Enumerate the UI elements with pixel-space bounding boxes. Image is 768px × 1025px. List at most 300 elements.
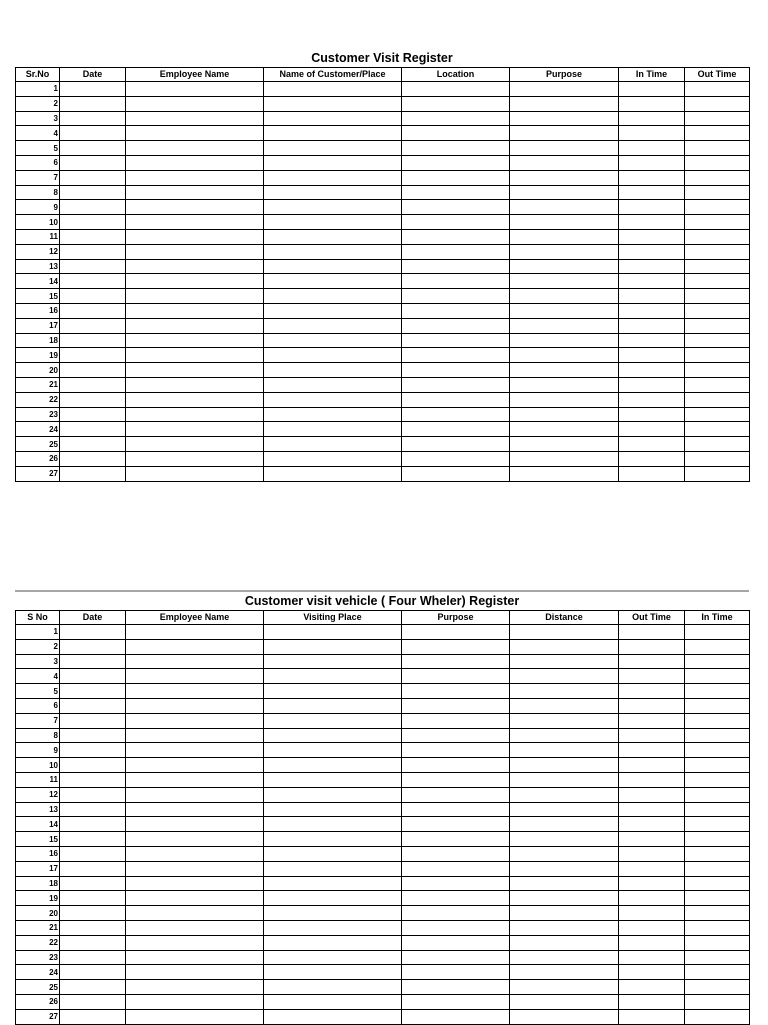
empty-cell bbox=[264, 861, 402, 876]
empty-cell bbox=[264, 451, 402, 466]
row-number: 6 bbox=[16, 698, 60, 713]
col-header-sr-no: Sr.No bbox=[16, 68, 60, 82]
col-header-out-time: Out Time bbox=[685, 68, 750, 82]
empty-cell bbox=[510, 876, 619, 891]
empty-cell bbox=[619, 1009, 685, 1024]
empty-cell bbox=[126, 669, 264, 684]
empty-cell bbox=[126, 698, 264, 713]
col-header-employee-name: Employee Name bbox=[126, 68, 264, 82]
empty-cell bbox=[685, 422, 750, 437]
empty-cell bbox=[402, 787, 510, 802]
empty-cell bbox=[619, 200, 685, 215]
empty-cell bbox=[60, 832, 126, 847]
empty-cell bbox=[264, 141, 402, 156]
empty-cell bbox=[685, 802, 750, 817]
empty-cell bbox=[126, 200, 264, 215]
empty-cell bbox=[60, 289, 126, 304]
empty-cell bbox=[619, 728, 685, 743]
row-number: 26 bbox=[16, 994, 60, 1009]
empty-cell bbox=[619, 185, 685, 200]
table-row bbox=[16, 832, 750, 847]
empty-cell bbox=[402, 155, 510, 170]
empty-cell bbox=[126, 861, 264, 876]
empty-cell bbox=[685, 170, 750, 185]
empty-cell bbox=[126, 215, 264, 230]
empty-cell bbox=[126, 466, 264, 481]
empty-cell bbox=[264, 185, 402, 200]
empty-cell bbox=[60, 935, 126, 950]
empty-cell bbox=[510, 200, 619, 215]
empty-cell bbox=[264, 920, 402, 935]
empty-cell bbox=[510, 965, 619, 980]
empty-cell bbox=[402, 950, 510, 965]
row-number: 3 bbox=[16, 654, 60, 669]
empty-cell bbox=[685, 259, 750, 274]
empty-cell bbox=[264, 466, 402, 481]
empty-cell bbox=[510, 407, 619, 422]
empty-cell bbox=[685, 861, 750, 876]
empty-cell bbox=[264, 348, 402, 363]
empty-cell bbox=[60, 817, 126, 832]
row-number: 27 bbox=[16, 466, 60, 481]
empty-cell bbox=[264, 787, 402, 802]
empty-cell bbox=[685, 229, 750, 244]
empty-cell bbox=[619, 363, 685, 378]
empty-cell bbox=[60, 437, 126, 452]
empty-cell bbox=[510, 625, 619, 640]
empty-cell bbox=[619, 215, 685, 230]
empty-cell bbox=[619, 170, 685, 185]
empty-cell bbox=[619, 289, 685, 304]
table-row bbox=[16, 713, 750, 728]
empty-cell bbox=[510, 303, 619, 318]
empty-cell bbox=[60, 906, 126, 921]
empty-cell bbox=[402, 451, 510, 466]
empty-cell bbox=[60, 698, 126, 713]
empty-cell bbox=[685, 994, 750, 1009]
empty-cell bbox=[264, 817, 402, 832]
empty-cell bbox=[126, 333, 264, 348]
empty-cell bbox=[510, 654, 619, 669]
empty-cell bbox=[126, 935, 264, 950]
empty-cell bbox=[264, 891, 402, 906]
empty-cell bbox=[126, 82, 264, 97]
row-number: 19 bbox=[16, 348, 60, 363]
col-header-date: Date bbox=[60, 68, 126, 82]
empty-cell bbox=[685, 965, 750, 980]
empty-cell bbox=[126, 728, 264, 743]
empty-cell bbox=[264, 82, 402, 97]
empty-cell bbox=[619, 876, 685, 891]
empty-cell bbox=[510, 980, 619, 995]
table-row bbox=[16, 787, 750, 802]
empty-cell bbox=[264, 832, 402, 847]
empty-cell bbox=[60, 861, 126, 876]
empty-cell bbox=[60, 950, 126, 965]
empty-cell bbox=[619, 274, 685, 289]
empty-cell bbox=[402, 669, 510, 684]
table-row bbox=[16, 377, 750, 392]
row-number: 6 bbox=[16, 155, 60, 170]
empty-cell bbox=[60, 654, 126, 669]
row-number: 9 bbox=[16, 200, 60, 215]
row-number: 14 bbox=[16, 274, 60, 289]
empty-cell bbox=[60, 994, 126, 1009]
table-row bbox=[16, 802, 750, 817]
row-number: 25 bbox=[16, 980, 60, 995]
empty-cell bbox=[619, 906, 685, 921]
empty-cell bbox=[126, 407, 264, 422]
row-number: 20 bbox=[16, 363, 60, 378]
row-number: 3 bbox=[16, 111, 60, 126]
empty-cell bbox=[264, 625, 402, 640]
empty-cell bbox=[685, 437, 750, 452]
empty-cell bbox=[126, 876, 264, 891]
table-row bbox=[16, 141, 750, 156]
row-number: 23 bbox=[16, 950, 60, 965]
empty-cell bbox=[510, 920, 619, 935]
empty-cell bbox=[685, 684, 750, 699]
empty-cell bbox=[60, 200, 126, 215]
empty-cell bbox=[685, 698, 750, 713]
empty-cell bbox=[510, 935, 619, 950]
table-row bbox=[16, 303, 750, 318]
row-number: 5 bbox=[16, 684, 60, 699]
empty-cell bbox=[126, 994, 264, 1009]
empty-cell bbox=[685, 846, 750, 861]
empty-cell bbox=[685, 906, 750, 921]
empty-cell bbox=[126, 758, 264, 773]
empty-cell bbox=[264, 244, 402, 259]
table-row bbox=[16, 669, 750, 684]
empty-cell bbox=[60, 363, 126, 378]
empty-cell bbox=[402, 817, 510, 832]
empty-cell bbox=[619, 229, 685, 244]
empty-cell bbox=[402, 1009, 510, 1024]
empty-cell bbox=[402, 259, 510, 274]
empty-cell bbox=[619, 333, 685, 348]
empty-cell bbox=[619, 802, 685, 817]
empty-cell bbox=[510, 318, 619, 333]
empty-cell bbox=[402, 244, 510, 259]
table-row bbox=[16, 950, 750, 965]
empty-cell bbox=[619, 141, 685, 156]
empty-cell bbox=[60, 787, 126, 802]
row-number: 16 bbox=[16, 846, 60, 861]
empty-cell bbox=[510, 170, 619, 185]
empty-cell bbox=[619, 259, 685, 274]
empty-cell bbox=[510, 669, 619, 684]
empty-cell bbox=[510, 82, 619, 97]
empty-cell bbox=[126, 891, 264, 906]
empty-cell bbox=[510, 846, 619, 861]
empty-cell bbox=[126, 392, 264, 407]
empty-cell bbox=[510, 906, 619, 921]
row-number: 5 bbox=[16, 141, 60, 156]
empty-cell bbox=[264, 639, 402, 654]
table-row bbox=[16, 111, 750, 126]
empty-cell bbox=[60, 215, 126, 230]
table-row bbox=[16, 654, 750, 669]
empty-cell bbox=[619, 407, 685, 422]
empty-cell bbox=[60, 244, 126, 259]
empty-cell bbox=[402, 289, 510, 304]
empty-cell bbox=[619, 832, 685, 847]
table-row bbox=[16, 229, 750, 244]
empty-cell bbox=[510, 392, 619, 407]
table-row bbox=[16, 348, 750, 363]
empty-cell bbox=[60, 229, 126, 244]
row-number: 18 bbox=[16, 876, 60, 891]
table-row bbox=[16, 906, 750, 921]
empty-cell bbox=[126, 318, 264, 333]
table-row bbox=[16, 155, 750, 170]
table-row bbox=[16, 82, 750, 97]
empty-cell bbox=[264, 111, 402, 126]
empty-cell bbox=[402, 906, 510, 921]
table-row bbox=[16, 743, 750, 758]
table-row bbox=[16, 920, 750, 935]
table-row bbox=[16, 422, 750, 437]
empty-cell bbox=[60, 891, 126, 906]
row-number: 25 bbox=[16, 437, 60, 452]
empty-cell bbox=[60, 713, 126, 728]
empty-cell bbox=[619, 422, 685, 437]
empty-cell bbox=[685, 950, 750, 965]
empty-cell bbox=[402, 126, 510, 141]
empty-cell bbox=[60, 126, 126, 141]
empty-cell bbox=[264, 333, 402, 348]
table-row bbox=[16, 274, 750, 289]
empty-cell bbox=[126, 229, 264, 244]
empty-cell bbox=[619, 377, 685, 392]
row-number: 13 bbox=[16, 259, 60, 274]
empty-cell bbox=[402, 200, 510, 215]
empty-cell bbox=[126, 185, 264, 200]
empty-cell bbox=[685, 920, 750, 935]
row-number: 12 bbox=[16, 787, 60, 802]
empty-cell bbox=[126, 155, 264, 170]
empty-cell bbox=[510, 215, 619, 230]
empty-cell bbox=[510, 713, 619, 728]
table-row bbox=[16, 817, 750, 832]
empty-cell bbox=[60, 185, 126, 200]
row-number: 11 bbox=[16, 229, 60, 244]
empty-cell bbox=[685, 96, 750, 111]
empty-cell bbox=[685, 772, 750, 787]
row-number: 10 bbox=[16, 758, 60, 773]
empty-cell bbox=[619, 950, 685, 965]
empty-cell bbox=[685, 126, 750, 141]
empty-cell bbox=[510, 698, 619, 713]
empty-cell bbox=[685, 392, 750, 407]
empty-cell bbox=[402, 802, 510, 817]
empty-cell bbox=[685, 728, 750, 743]
empty-cell bbox=[126, 377, 264, 392]
empty-cell bbox=[126, 141, 264, 156]
empty-cell bbox=[60, 82, 126, 97]
empty-cell bbox=[60, 625, 126, 640]
row-number: 24 bbox=[16, 422, 60, 437]
empty-cell bbox=[264, 274, 402, 289]
empty-cell bbox=[60, 422, 126, 437]
empty-cell bbox=[264, 422, 402, 437]
empty-cell bbox=[264, 155, 402, 170]
empty-cell bbox=[60, 348, 126, 363]
empty-cell bbox=[126, 832, 264, 847]
empty-cell bbox=[619, 392, 685, 407]
empty-cell bbox=[685, 980, 750, 995]
empty-cell bbox=[402, 392, 510, 407]
empty-cell bbox=[685, 832, 750, 847]
empty-cell bbox=[60, 303, 126, 318]
empty-cell bbox=[402, 111, 510, 126]
empty-cell bbox=[619, 111, 685, 126]
header-row bbox=[16, 611, 750, 625]
empty-cell bbox=[685, 274, 750, 289]
empty-cell bbox=[402, 185, 510, 200]
empty-cell bbox=[619, 772, 685, 787]
row-number: 15 bbox=[16, 832, 60, 847]
empty-cell bbox=[510, 422, 619, 437]
empty-cell bbox=[619, 935, 685, 950]
row-number: 10 bbox=[16, 215, 60, 230]
empty-cell bbox=[619, 994, 685, 1009]
empty-cell bbox=[619, 303, 685, 318]
table-row bbox=[16, 698, 750, 713]
empty-cell bbox=[264, 215, 402, 230]
empty-cell bbox=[264, 318, 402, 333]
empty-cell bbox=[510, 363, 619, 378]
empty-cell bbox=[685, 155, 750, 170]
row-number: 14 bbox=[16, 817, 60, 832]
empty-cell bbox=[510, 274, 619, 289]
empty-cell bbox=[619, 244, 685, 259]
empty-cell bbox=[510, 772, 619, 787]
table-row bbox=[16, 728, 750, 743]
empty-cell bbox=[402, 965, 510, 980]
empty-cell bbox=[402, 935, 510, 950]
row-number: 18 bbox=[16, 333, 60, 348]
empty-cell bbox=[619, 96, 685, 111]
table-row bbox=[16, 466, 750, 481]
empty-cell bbox=[126, 802, 264, 817]
empty-cell bbox=[619, 787, 685, 802]
empty-cell bbox=[685, 303, 750, 318]
empty-cell bbox=[126, 1009, 264, 1024]
empty-cell bbox=[402, 861, 510, 876]
table-row bbox=[16, 96, 750, 111]
empty-cell bbox=[264, 758, 402, 773]
empty-cell bbox=[60, 772, 126, 787]
empty-cell bbox=[402, 772, 510, 787]
empty-cell bbox=[402, 713, 510, 728]
row-number: 15 bbox=[16, 289, 60, 304]
table-row bbox=[16, 215, 750, 230]
empty-cell bbox=[619, 82, 685, 97]
empty-cell bbox=[510, 758, 619, 773]
table-row bbox=[16, 259, 750, 274]
table-row bbox=[16, 684, 750, 699]
empty-cell bbox=[402, 82, 510, 97]
empty-cell bbox=[264, 906, 402, 921]
row-number: 26 bbox=[16, 451, 60, 466]
empty-cell bbox=[60, 96, 126, 111]
empty-cell bbox=[510, 289, 619, 304]
empty-cell bbox=[402, 654, 510, 669]
empty-cell bbox=[619, 713, 685, 728]
table-row bbox=[16, 994, 750, 1009]
empty-cell bbox=[60, 876, 126, 891]
empty-cell bbox=[126, 654, 264, 669]
empty-cell bbox=[126, 348, 264, 363]
empty-cell bbox=[402, 728, 510, 743]
empty-cell bbox=[402, 846, 510, 861]
row-number: 2 bbox=[16, 639, 60, 654]
empty-cell bbox=[60, 920, 126, 935]
empty-cell bbox=[402, 437, 510, 452]
row-number: 27 bbox=[16, 1009, 60, 1024]
row-number: 7 bbox=[16, 713, 60, 728]
col-header-out-time: Out Time bbox=[619, 611, 685, 625]
empty-cell bbox=[126, 906, 264, 921]
row-number: 19 bbox=[16, 891, 60, 906]
empty-cell bbox=[264, 772, 402, 787]
empty-cell bbox=[264, 698, 402, 713]
empty-cell bbox=[264, 743, 402, 758]
col-header-employee-name: Employee Name bbox=[126, 611, 264, 625]
empty-cell bbox=[510, 861, 619, 876]
empty-cell bbox=[264, 965, 402, 980]
empty-cell bbox=[510, 348, 619, 363]
empty-cell bbox=[264, 392, 402, 407]
empty-cell bbox=[402, 348, 510, 363]
empty-cell bbox=[685, 669, 750, 684]
empty-cell bbox=[510, 259, 619, 274]
table-row bbox=[16, 333, 750, 348]
empty-cell bbox=[264, 229, 402, 244]
empty-cell bbox=[126, 126, 264, 141]
row-number: 21 bbox=[16, 377, 60, 392]
table-row bbox=[16, 318, 750, 333]
empty-cell bbox=[685, 891, 750, 906]
empty-cell bbox=[60, 259, 126, 274]
empty-cell bbox=[685, 141, 750, 156]
empty-cell bbox=[264, 303, 402, 318]
empty-cell bbox=[402, 466, 510, 481]
empty-cell bbox=[402, 229, 510, 244]
empty-cell bbox=[510, 832, 619, 847]
empty-cell bbox=[685, 215, 750, 230]
vehicle-visit-register bbox=[15, 593, 749, 1025]
empty-cell bbox=[264, 728, 402, 743]
empty-cell bbox=[510, 817, 619, 832]
empty-cell bbox=[510, 229, 619, 244]
vehicle-visit-table bbox=[15, 610, 750, 1025]
empty-cell bbox=[510, 802, 619, 817]
table-row bbox=[16, 758, 750, 773]
empty-cell bbox=[402, 407, 510, 422]
empty-cell bbox=[402, 141, 510, 156]
empty-cell bbox=[126, 684, 264, 699]
empty-cell bbox=[685, 817, 750, 832]
empty-cell bbox=[402, 333, 510, 348]
empty-cell bbox=[619, 861, 685, 876]
table-row bbox=[16, 639, 750, 654]
empty-cell bbox=[619, 684, 685, 699]
row-number: 20 bbox=[16, 906, 60, 921]
empty-cell bbox=[60, 965, 126, 980]
